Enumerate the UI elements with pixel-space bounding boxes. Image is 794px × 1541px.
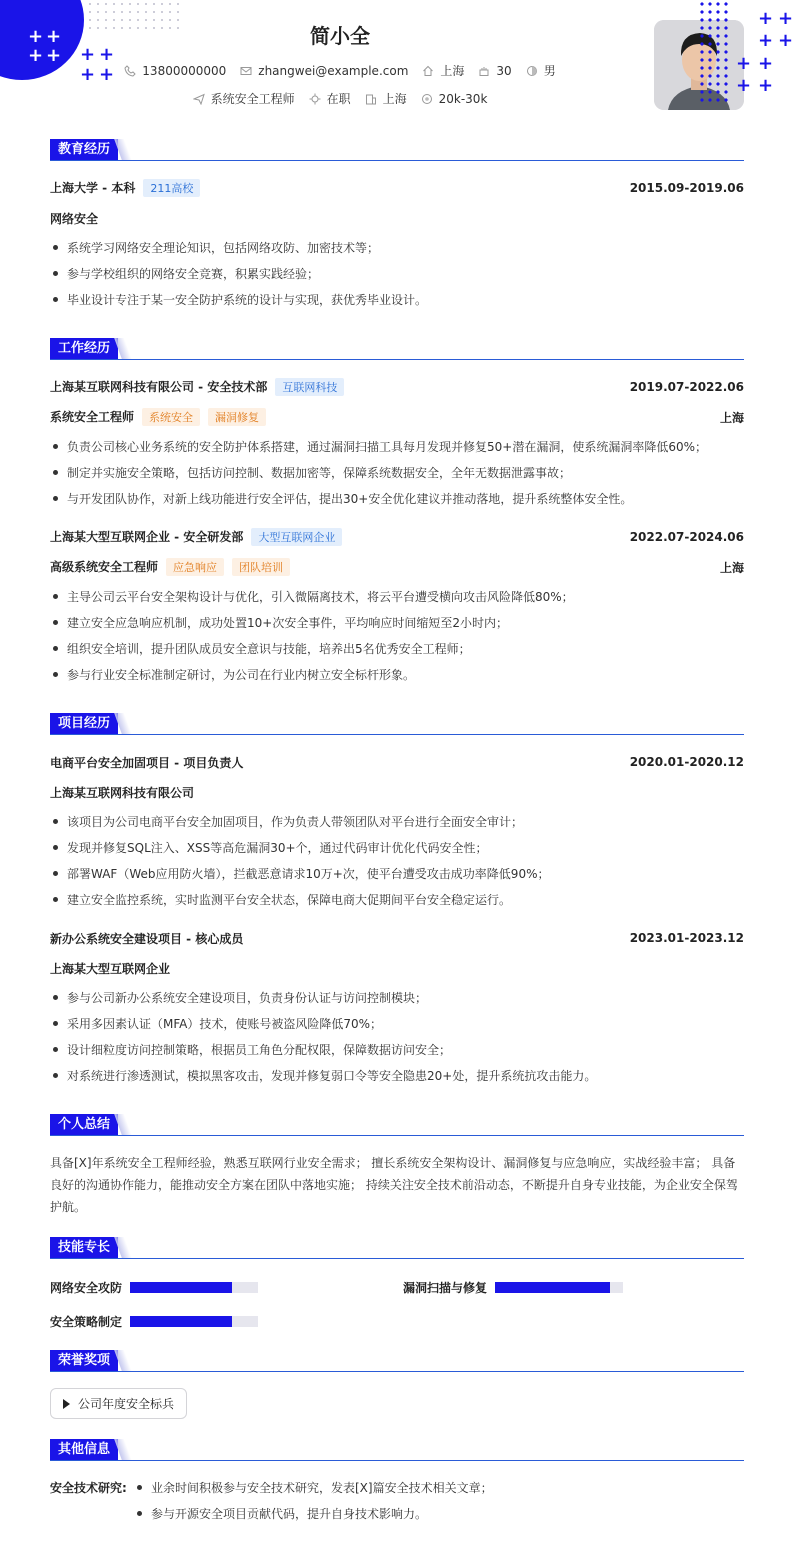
email-text: zhangwei@example.com bbox=[258, 63, 409, 78]
skills-section bbox=[50, 1237, 744, 1259]
skill-tag: 应急响应 bbox=[166, 558, 224, 576]
work-period: 2022.07-2024.06 bbox=[629, 530, 744, 544]
send-icon bbox=[193, 93, 205, 105]
skill-name: 安全策略制定 bbox=[50, 1315, 123, 1329]
list-item: 负责公司核心业务系统的安全防护体系搭建，通过漏洞扫描工具每月发现并修复50+潜在漏洞，使系统漏洞率降低60%； bbox=[50, 438, 744, 455]
project-section bbox=[50, 713, 744, 735]
list-item: 建立安全监控系统，实时监测平台安全状态，保障电商大促期间平台安全稳定运行。 bbox=[50, 891, 744, 908]
list-item: 参与开源安全项目贡献代码，提升自身技术影响力。 bbox=[134, 1505, 734, 1522]
position-item bbox=[193, 90, 295, 107]
section-title: 荣誉奖项 bbox=[50, 1350, 118, 1371]
skill-bar bbox=[495, 1282, 623, 1293]
project-company: 上海某大型互联网企业 bbox=[50, 961, 171, 976]
list-item: 系统学习网络安全理论知识，包括网络攻防、加密技术等； bbox=[50, 239, 744, 256]
plus-decoration: + bbox=[28, 26, 44, 47]
list-item: 设计细粒度访问控制策略，根据员工角色分配权限，保障数据访问安全； bbox=[50, 1041, 744, 1058]
target-city-item bbox=[365, 90, 407, 107]
education-section bbox=[50, 139, 744, 161]
status-icon bbox=[309, 93, 321, 105]
company-name: 上海某互联网科技有限公司 - 安全技术部 bbox=[50, 380, 268, 394]
project-name: 电商平台安全加固项目 - 项目负责人 bbox=[50, 755, 244, 770]
skill-tag: 漏洞修复 bbox=[208, 408, 266, 426]
list-item: 发现并修复SQL注入、XSS等高危漏洞30+个，通过代码审计优化代码安全性； bbox=[50, 839, 744, 856]
home-icon bbox=[422, 65, 434, 77]
section-title: 技能专长 bbox=[50, 1237, 118, 1258]
skill-tag: 系统安全 bbox=[142, 408, 200, 426]
skill-bar bbox=[130, 1282, 258, 1293]
school-name: 上海大学 - 本科 bbox=[50, 181, 136, 195]
plus-decoration: + bbox=[46, 45, 62, 66]
age-item bbox=[478, 64, 511, 78]
salary-text: 20k-30k bbox=[438, 91, 488, 106]
awards-section bbox=[50, 1350, 744, 1372]
list-item: 参与公司新办公系统安全建设项目，负责身份认证与访问控制模块； bbox=[50, 989, 744, 1006]
education-period: 2015.09-2019.06 bbox=[629, 181, 744, 195]
skill-tag: 团队培训 bbox=[232, 558, 290, 576]
phone-text: 13800000000 bbox=[142, 63, 227, 78]
work-location: 上海 bbox=[719, 410, 744, 425]
company-name: 上海某大型互联网企业 - 安全研发部 bbox=[50, 530, 244, 544]
school-tag: 211高校 bbox=[143, 179, 200, 197]
skill-name: 网络安全攻防 bbox=[50, 1281, 123, 1295]
other-section bbox=[50, 1439, 744, 1461]
email-item bbox=[240, 64, 408, 78]
gender-text: 男 bbox=[543, 64, 556, 78]
job-row bbox=[0, 90, 680, 107]
award-item[interactable] bbox=[50, 1388, 187, 1419]
plus-decoration: + bbox=[778, 8, 794, 29]
summary-text: 具备[X]年系统安全工程师经验，熟悉互联网行业安全需求； 擅长系统安全架构设计、漏洞修复与应急响应，实战经验丰富； 具备良好的沟通协作能力，能推动安全方案在团队中落地实施； 持续关注安全技术前沿动态，不断提升自身专业技能，为企业安全保驾护航。 bbox=[50, 1156, 738, 1214]
list-item: 与开发团队协作，对新上线功能进行安全评估，提出30+安全优化建议并推动落地，提升系统整体安全性。 bbox=[50, 490, 744, 507]
plus-decoration: + bbox=[99, 64, 115, 85]
plus-decoration: + bbox=[736, 75, 752, 96]
project-period: 2023.01-2023.12 bbox=[629, 931, 744, 945]
list-item: 制定并实施安全策略，包括访问控制、数据加密等，保障系统数据安全，全年无数据泄露事故； bbox=[50, 464, 744, 481]
target-city-text: 上海 bbox=[382, 92, 407, 106]
section-title: 个人总结 bbox=[50, 1114, 118, 1135]
company-tag: 大型互联网企业 bbox=[251, 528, 342, 546]
plus-decoration: + bbox=[80, 64, 96, 85]
work-location: 上海 bbox=[719, 560, 744, 575]
dot-grid-decoration bbox=[698, 0, 730, 106]
major: 网络安全 bbox=[50, 211, 99, 226]
plus-decoration: + bbox=[758, 8, 774, 29]
skill-item bbox=[403, 1279, 623, 1296]
plus-decoration: + bbox=[736, 53, 752, 74]
phone-icon bbox=[124, 65, 136, 77]
list-item: 主导公司云平台安全架构设计与优化，引入微隔离技术，将云平台遭受横向攻击风险降低80%； bbox=[50, 588, 744, 605]
plus-decoration: + bbox=[758, 53, 774, 74]
job-title: 高级系统安全工程师 bbox=[50, 560, 159, 574]
contact-row bbox=[0, 62, 680, 79]
email-icon bbox=[240, 65, 252, 77]
list-item: 毕业设计专注于某一安全防护系统的设计与实现，获优秀毕业设计。 bbox=[50, 291, 744, 308]
project-company: 上海某互联网科技有限公司 bbox=[50, 785, 195, 800]
position-text: 系统安全工程师 bbox=[210, 92, 295, 106]
section-title: 项目经历 bbox=[50, 713, 118, 734]
play-icon bbox=[63, 1399, 70, 1409]
skill-bar bbox=[130, 1316, 258, 1327]
city-text: 上海 bbox=[440, 64, 465, 78]
building-icon bbox=[365, 93, 377, 105]
plus-decoration: + bbox=[758, 75, 774, 96]
plus-decoration: + bbox=[80, 44, 96, 65]
other-label: 安全技术研究: bbox=[50, 1481, 127, 1495]
status-text: 在职 bbox=[326, 92, 351, 106]
list-item: 该项目为公司电商平台安全加固项目，作为负责人带领团队对平台进行全面安全审计； bbox=[50, 813, 744, 830]
skill-name: 漏洞扫描与修复 bbox=[403, 1281, 488, 1295]
list-item: 参与行业安全标准制定研讨，为公司在行业内树立安全标杆形象。 bbox=[50, 666, 744, 683]
plus-decoration: + bbox=[778, 30, 794, 51]
age-icon bbox=[478, 65, 490, 77]
list-item: 组织安全培训，提升团队成员安全意识与技能，培养出5名优秀安全工程师； bbox=[50, 640, 744, 657]
section-title: 其他信息 bbox=[50, 1439, 118, 1460]
skill-item bbox=[50, 1313, 258, 1330]
section-title: 工作经历 bbox=[50, 338, 118, 359]
salary-item bbox=[421, 92, 488, 106]
city-item bbox=[422, 62, 464, 79]
list-item: 参与学校组织的网络安全竞赛，积累实践经验； bbox=[50, 265, 744, 282]
work-period: 2019.07-2022.06 bbox=[629, 380, 744, 394]
award-text: 公司年度安全标兵 bbox=[78, 1397, 175, 1411]
section-title: 教育经历 bbox=[50, 139, 118, 160]
job-title: 系统安全工程师 bbox=[50, 410, 135, 424]
company-tag: 互联网科技 bbox=[275, 378, 344, 396]
gender-icon bbox=[526, 65, 538, 77]
status-item bbox=[309, 90, 351, 107]
gender-item bbox=[526, 62, 556, 79]
work-section bbox=[50, 338, 744, 360]
plus-decoration: + bbox=[758, 30, 774, 51]
skill-bar-fill bbox=[130, 1316, 232, 1327]
project-period: 2020.01-2020.12 bbox=[629, 755, 744, 769]
list-item: 部署WAF（Web应用防火墙），拦截恶意请求10万+次，使平台遭受攻击成功率降低90%； bbox=[50, 865, 744, 882]
age-text: 30 bbox=[496, 63, 512, 78]
plus-decoration: + bbox=[99, 44, 115, 65]
list-item: 业余时间积极参与安全技术研究，发表[X]篇安全技术相关文章； bbox=[134, 1479, 734, 1496]
project-name: 新办公系统安全建设项目 - 核心成员 bbox=[50, 931, 244, 946]
list-item: 建立安全应急响应机制，成功处置10+次安全事件，平均响应时间缩短至2小时内； bbox=[50, 614, 744, 631]
plus-decoration: + bbox=[28, 45, 44, 66]
candidate-name: 简小全 bbox=[310, 24, 370, 48]
plus-decoration: + bbox=[46, 26, 62, 47]
list-item: 对系统进行渗透测试，模拟黑客攻击，发现并修复弱口令等安全隐患20+处，提升系统抗攻击能力。 bbox=[50, 1067, 744, 1084]
summary-section bbox=[50, 1114, 744, 1136]
skill-item bbox=[50, 1279, 258, 1296]
skill-bar-fill bbox=[130, 1282, 232, 1293]
skill-bar-fill bbox=[495, 1282, 610, 1293]
salary-icon bbox=[421, 93, 433, 105]
list-item: 采用多因素认证（MFA）技术，使账号被盗风险降低70%； bbox=[50, 1015, 744, 1032]
phone-item bbox=[124, 64, 226, 78]
